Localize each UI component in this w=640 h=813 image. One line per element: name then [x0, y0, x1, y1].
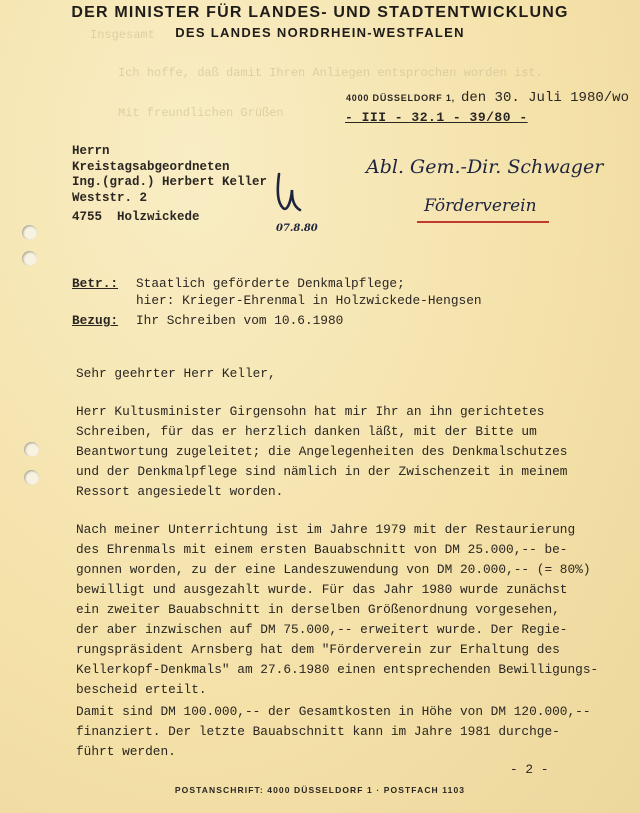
paragraph-line: des Ehrenmals mit einem ersten Bauabschnitt von DM 25.000,-- be-	[76, 542, 568, 557]
paragraph-line: führt werden.	[76, 744, 176, 759]
subject-block	[72, 275, 482, 329]
paragraph-line: Schreiben, für das er herzlich danken läßt, mit der Bitte um	[76, 424, 537, 439]
greeting: Sehr geehrter Herr Keller,	[76, 366, 276, 381]
paragraph-line: bescheid erteilt.	[76, 682, 207, 697]
ghost-line-3: Mit freundlichen Grüßen	[118, 106, 284, 120]
date-line	[346, 90, 629, 106]
recipient-postcode: 4755	[72, 210, 103, 224]
handwritten-note: Abl. Gem.-Dir. Schwager	[366, 156, 604, 178]
handwritten-initial-date: 07.8.80	[276, 223, 318, 234]
file-reference: - III - 32.1 - 39/80 -	[345, 110, 528, 125]
paragraph-line: Nach meiner Unterrichtung ist im Jahre 1979 mit der Restaurierung	[76, 522, 576, 537]
handwritten-foerderverein: Förderverein	[424, 196, 537, 216]
letterhead-state: DES LANDES NORDRHEIN-WESTFALEN	[175, 25, 465, 40]
paragraph-line: Beantwortung zugeleitet; die Angelegenheiten des Denkmalschutzes	[76, 444, 568, 459]
recipient-city-line	[72, 210, 200, 226]
letterhead-ministry: DER MINISTER FÜR LANDES- UND STADTENTWICKLUNG	[71, 4, 569, 21]
punch-hole	[22, 251, 37, 266]
bezug-label: Bezug:	[72, 313, 119, 328]
handwritten-initial-mark	[273, 168, 303, 220]
paragraph-line: der aber inzwischen auf DM 75.000,-- erweitert wurde. Der Regie-	[76, 622, 568, 637]
paragraph-line: Damit sind DM 100.000,-- der Gesamtkosten in Höhe von DM 120.000,--	[76, 704, 591, 719]
betr-label: Betr.:	[72, 276, 119, 291]
paragraph-2	[76, 520, 598, 700]
betr-line-1: Staatlich geförderte Denkmalpflege;	[136, 276, 405, 291]
paragraph-line: Herr Kultusminister Girgensohn hat mir Ihr an ihn gerichtetes	[76, 404, 545, 419]
recipient-city: Holzwickede	[117, 210, 200, 224]
page-marker: - 2 -	[510, 762, 549, 777]
paragraph-3	[76, 702, 591, 762]
paragraph-line: Kellerkopf-Denkmals" am 27.6.1980 einen entsprechenden Bewilligungs-	[76, 662, 599, 677]
ghost-line-2: Ich hoffe, daß damit Ihren Anliegen entsprochen worden ist.	[118, 66, 543, 80]
ghost-line-1: Insgesamt	[90, 28, 155, 42]
date-text: den 30. Juli 1980/wo	[460, 90, 629, 106]
paragraph-line: ein zweiter Bauabschnitt in derselben Größenordnung vorgesehen,	[76, 602, 560, 617]
postal-address-footer: POSTANSCHRIFT: 4000 DÜSSELDORF 1 · POSTFACH 1103	[174, 785, 466, 795]
recipient-street: Weststr. 2	[72, 190, 148, 205]
recipient-address	[72, 144, 267, 206]
paragraph-line: finanziert. Der letzte Bauabschnitt kann im Jahre 1981 durchge-	[76, 724, 560, 739]
paragraph-line: und der Denkmalpflege sind nämlich in der Zwischenzeit in meinem	[76, 464, 568, 479]
recipient-salutation: Herrn	[72, 144, 110, 158]
date-city: 4000 DÜSSELDORF 1,	[346, 93, 455, 103]
red-underline	[417, 221, 549, 223]
punch-hole	[22, 225, 37, 240]
betr-line-2: hier: Krieger-Ehrenmal in Holzwickede-Hengsen	[136, 293, 482, 308]
paragraph-1	[76, 402, 567, 502]
paragraph-line: bewilligt und ausgezahlt wurde. Für das Jahr 1980 wurde zunächst	[76, 582, 568, 597]
bezug-text: Ihr Schreiben vom 10.6.1980	[136, 313, 344, 328]
paragraph-line: gonnen worden, zu der eine Landeszuwendung von DM 20.000,-- (= 80%)	[76, 562, 591, 577]
paragraph-line: rungspräsident Arnsberg hat dem "Förderverein zur Erhaltung des	[76, 642, 560, 657]
paragraph-line: Ressort angesiedelt worden.	[76, 484, 284, 499]
recipient-title: Kreistagsabgeordneten	[72, 159, 230, 174]
punch-hole	[24, 442, 39, 457]
punch-hole	[24, 470, 39, 485]
recipient-name: Ing.(grad.) Herbert Keller	[72, 175, 268, 189]
